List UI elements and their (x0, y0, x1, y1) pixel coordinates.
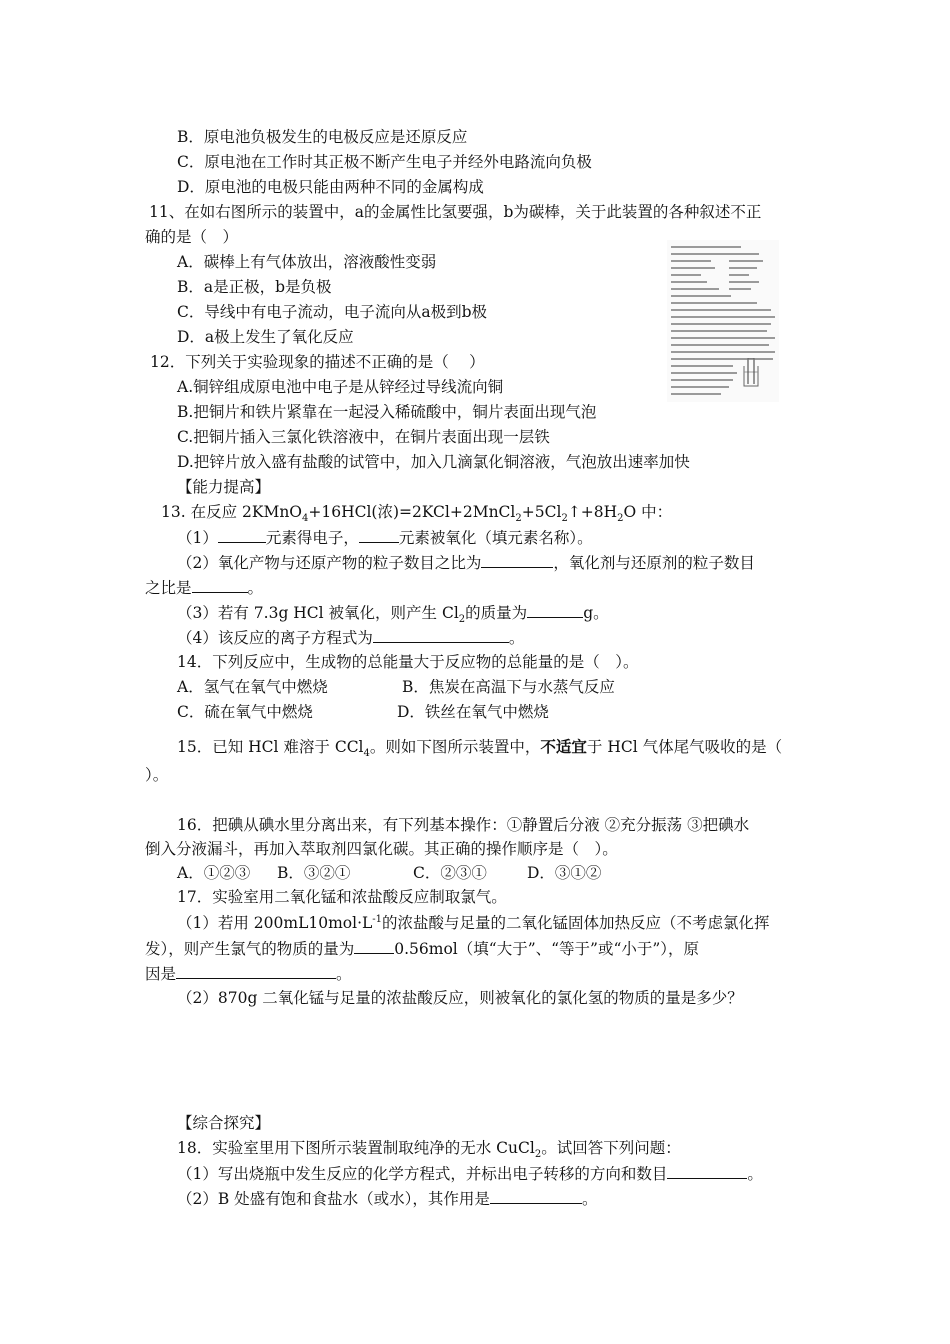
q17-part1-reason: 因是 。 (145, 965, 352, 983)
answer-blank[interactable] (667, 1163, 747, 1179)
q13-part2-cont: 之比是 。 (145, 579, 264, 597)
answer-blank[interactable] (218, 527, 266, 543)
answer-blank[interactable] (527, 602, 583, 618)
q16-option-c: C．②③① (413, 864, 487, 882)
q15-stem-cont: ）。 (145, 766, 169, 784)
q18-part2: （2）B 处盛有饱和食盐水（或水），其作用是 。 (177, 1190, 598, 1208)
q16-stem-line1: 16．把碘从碘水里分离出来，有下列基本操作：①静置后分液 ②充分振荡 ③把碘水 (177, 816, 750, 834)
q11-option-c: C．导线中有电子流动，电子流向从a极到b极 (177, 303, 488, 321)
q15-stem: 15．已知 HCl 难溶于 CCl$_4$。则如下图所示装置中，不适宜于 HCl 气体尾气吸收的是（ (177, 737, 783, 760)
answer-blank[interactable] (481, 552, 553, 568)
answer-blank[interactable] (192, 577, 248, 593)
answer-blank[interactable] (373, 627, 509, 643)
q13-part3: （3）若有 7.3g HCl 被氧化，则产生 $Cl_2$的质量为 g。 (177, 604, 609, 626)
beaker-icon (741, 358, 761, 388)
q11-stem-line1: 11、在如右图所示的装置中，a的金属性比氢要强，b为碳棒，关于此装置的各种叙述不正 (149, 203, 762, 221)
q16-option-a: A．①②③ (177, 864, 251, 882)
q14-option-d: D．铁丝在氧气中燃烧 (397, 703, 549, 721)
q12-option-c: C.把铜片插入三氯化铁溶液中，在铜片表面出现一层铁 (177, 428, 550, 446)
answer-blank[interactable] (490, 1188, 582, 1204)
q13-part2: （2）氧化产物与还原产物的粒子数目之比为 ，氧化剂与还原剂的粒子数目 (177, 554, 755, 572)
q17-part1: （1）若用 $200mL10mol\cdot L^{-1}$的浓盐酸与足量的二氧化锰固体加热反应（不考虑氯化挥 (177, 913, 770, 932)
q14-option-b: B．焦炭在高温下与水蒸气反应 (402, 678, 615, 696)
q14-stem: 14．下列反应中，生成物的总能量大于反应物的总能量的是（ ）。 (177, 653, 639, 671)
section-ability: 【能力提高】 (177, 478, 271, 496)
q14-option-a: A．氢气在氧气中燃烧 (177, 678, 328, 696)
answer-blank[interactable] (359, 527, 399, 543)
section-explore: 【综合探究】 (177, 1114, 271, 1132)
q10-option-d: D．原电池的电极只能由两种不同的金属构成 (177, 178, 484, 196)
q13-part4: （4）该反应的离子方程式为 。 (177, 629, 525, 647)
q17-part2: （2）870g 二氧化锰与足量的浓盐酸反应，则被氧化的氯化氢的物质的量是多少？ (177, 989, 743, 1007)
q13-stem: 13. 在反应 2KMnO$_4$+16HCl(浓)$=2KCl+2MnCl_2+5Cl_2↑+8H_2O$ 中： (161, 503, 673, 525)
q11-option-b: B．a是正极，b是负极 (177, 278, 332, 296)
q11-option-d: D．a极上发生了氧化反应 (177, 328, 354, 346)
answer-blank[interactable] (176, 963, 336, 979)
q18-stem: 18．实验室里用下图所示装置制取纯净的无水 CuCl$_2$。试回答下列问题： (177, 1139, 681, 1161)
q10-option-b: B．原电池负极发生的电极反应是还原反应 (177, 128, 468, 146)
q18-part1: （1）写出烧瓶中发生反应的化学方程式，并标出电子转移的方向和数目 。 (177, 1165, 763, 1183)
q16-stem-line2: 倒入分液漏斗，再加入萃取剂四氯化碳。其正确的操作顺序是（ ）。 (145, 840, 618, 858)
q17-part1-cont: 发），则产生氯气的物质的量为 0.56mol（填“大于”、“等于”或“小于”），原 (145, 940, 700, 958)
q16-option-b: B．③②① (277, 864, 351, 882)
q11-stem-line2: 确的是（ ） (145, 228, 239, 246)
q12-option-b: B.把铜片和铁片紧靠在一起浸入稀硫酸中，铜片表面出现气泡 (177, 403, 597, 421)
q17-stem: 17．实验室用二氧化锰和浓盐酸反应制取氯气。 (177, 888, 507, 906)
q12-stem: 12．下列关于实验现象的描述不正确的是（ ） (150, 353, 485, 371)
q12-option-a: A.铜锌组成原电池中电子是从锌经过导线流向铜 (177, 378, 504, 396)
q13-part1: （1） 元素得电子， 元素被氧化（填元素名称）。 (177, 529, 593, 547)
answer-blank[interactable] (354, 938, 394, 954)
galvanic-cell-figure (667, 240, 779, 402)
q14-option-c: C．硫在氧气中燃烧 (177, 703, 313, 721)
q10-option-c: C．原电池在工作时其正极不断产生电子并经外电路流向负极 (177, 153, 592, 171)
q11-option-a: A．碳棒上有气体放出，溶液酸性变弱 (177, 253, 437, 271)
q16-option-d: D．③①② (527, 864, 602, 882)
q12-option-d: D.把锌片放入盛有盐酸的试管中，加入几滴氯化铜溶液，气泡放出速率加快 (177, 453, 690, 471)
